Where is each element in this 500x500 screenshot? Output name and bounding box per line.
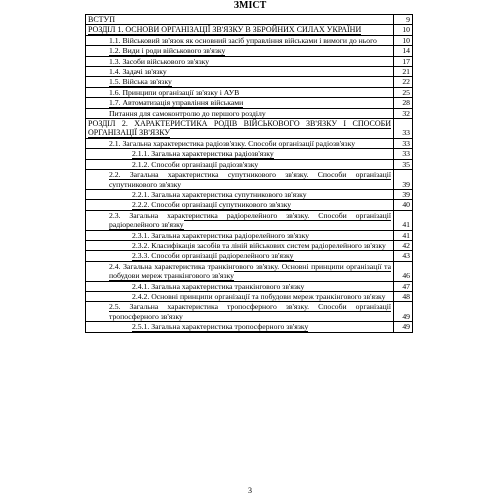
- toc-row: [86, 170, 413, 190]
- toc-entry-title: [86, 138, 394, 148]
- toc-entry-title: [86, 261, 394, 281]
- toc-entry-text: 1.4. Задачі зв'язку: [109, 67, 167, 77]
- toc-row: [86, 87, 413, 97]
- toc-entry-title: [86, 25, 394, 35]
- toc-row: [86, 302, 413, 322]
- toc-row: [86, 281, 413, 291]
- toc-entry-page: 28: [394, 98, 413, 108]
- toc-row: [86, 67, 413, 77]
- toc-entry-text: 2.1. Загальна характеристика радіозв'язку. Способи організації радіозв'язку: [109, 138, 356, 148]
- toc-entry-page: 49: [394, 322, 413, 332]
- toc-row: [86, 56, 413, 66]
- toc-entry-page: 22: [394, 77, 413, 87]
- toc-entry-text: 2.2. Загальна характеристика супутникового зв'язку. Способи організації супутникового зв'язку: [109, 170, 391, 189]
- toc-entry-title: [86, 251, 394, 261]
- toc-row: [86, 98, 413, 108]
- toc-entry-page: 42: [394, 240, 413, 250]
- toc-entry-title: [86, 15, 394, 25]
- toc-entry-text: ВСТУП: [88, 15, 115, 24]
- toc-entry-page: 33: [394, 138, 413, 148]
- toc-entry-page: 9: [394, 15, 413, 25]
- toc-entry-title: [86, 240, 394, 250]
- page-number: 3: [248, 486, 252, 495]
- toc-entry-page: 41: [394, 210, 413, 230]
- table-of-contents: [85, 14, 413, 333]
- toc-entry-title: [86, 98, 394, 108]
- toc-entry-text: 1.2. Види і роди військового зв'язку: [109, 46, 226, 56]
- toc-entry-title: [86, 77, 394, 87]
- toc-entry-title: [86, 56, 394, 66]
- toc-entry-text: 2.4. Загальна характеристика транкінгового зв'язку. Основні принципи організації та побудови мереж транкінгового зв'язку: [109, 261, 391, 281]
- toc-entry-page: 40: [394, 200, 413, 210]
- toc-entry-title: [86, 230, 394, 240]
- toc-entry-text: 2.1.2. Способи організації радіозв'язку: [132, 159, 259, 169]
- toc-entry-text: 2.1.1. Загальна характеристика радіозв'язку: [132, 149, 274, 159]
- toc-entry-title: [86, 291, 394, 301]
- toc-entry-page: 41: [394, 230, 413, 240]
- page-title: ЗМІСТ: [233, 0, 267, 11]
- toc-entry-page: 32: [394, 108, 413, 118]
- toc-entry-title: [86, 200, 394, 210]
- toc-entry-text: 1.5. Війська зв'язку: [109, 77, 172, 87]
- toc-row: [86, 138, 413, 148]
- toc-entry-text: РОЗДІЛ 2. ХАРАКТЕРИСТИКА РОДІВ ВІЙСЬКОВОГО ЗВ'ЯЗКУ І СПОСОБИ ОРГАНІЗАЦІЇ ЗВ'ЯЗКУ: [88, 119, 391, 138]
- toc-row: [86, 119, 413, 139]
- toc-row: [86, 251, 413, 261]
- toc-row: [86, 35, 413, 45]
- toc-entry-page: 10: [394, 35, 413, 45]
- toc-entry-title: [86, 108, 394, 118]
- toc-entry-title: [86, 159, 394, 169]
- toc-entry-title: [86, 302, 394, 322]
- toc-row: [86, 25, 413, 35]
- toc-entry-title: [86, 189, 394, 199]
- toc-entry-page: 21: [394, 67, 413, 77]
- toc-entry-page: 33: [394, 119, 413, 139]
- toc-entry-page: 25: [394, 87, 413, 97]
- toc-row: [86, 322, 413, 332]
- toc-entry-page: 33: [394, 149, 413, 159]
- toc-entry-page: 35: [394, 159, 413, 169]
- toc-row: [86, 15, 413, 25]
- toc-entry-title: [86, 87, 394, 97]
- toc-entry-page: 10: [394, 25, 413, 35]
- toc-entry-page: 49: [394, 302, 413, 322]
- toc-entry-text: 1.6. Принципи організації зв'язку і АУВ: [109, 87, 240, 97]
- toc-entry-text: 2.5.1. Загальна характеристика тропосферного зв'язку: [132, 322, 309, 332]
- toc-entry-page: 14: [394, 46, 413, 56]
- toc-row: [86, 291, 413, 301]
- toc-entry-page: 47: [394, 281, 413, 291]
- toc-row: [86, 46, 413, 56]
- toc-entry-text: 2.4.2. Основні принципи організації та побудови мереж транкінгового зв'язку: [132, 291, 386, 301]
- toc-entry-text: РОЗДІЛ 1. ОСНОВИ ОРГАНІЗАЦІЇ ЗВ'ЯЗКУ В ЗБРОЙНИХ СИЛАХ УКРАЇНИ: [88, 25, 362, 35]
- toc-entry-text: 1.1. Військовий зв'язок як основний засіб управління військами і вимоги до нього: [109, 35, 377, 45]
- toc-entry-page: 39: [394, 189, 413, 199]
- toc-entry-text: 2.3.1. Загальна характеристика радіорелейного зв'язку: [132, 230, 310, 240]
- toc-row: [86, 200, 413, 210]
- toc-entry-title: [86, 46, 394, 56]
- toc-entry-text: 2.2.1. Загальна характеристика супутникового зв'язку: [132, 189, 307, 199]
- toc-entry-page: 48: [394, 291, 413, 301]
- toc-entry-text: 2.3.2. Класифікація засобів та ліній військових систем радіорелейного зв'язку: [132, 240, 386, 250]
- toc-entry-page: 17: [394, 56, 413, 66]
- toc-entry-page: 43: [394, 251, 413, 261]
- toc-entry-page: 46: [394, 261, 413, 281]
- toc-entry-text: 2.3. Загальна характеристика радіорелейного зв'язку. Способи організації радіорелейного зв'язку: [109, 210, 391, 230]
- toc-entry-title: [86, 67, 394, 77]
- toc-entry-title: [86, 281, 394, 291]
- toc-entry-text: 1.7. Автоматизація управління військами: [109, 98, 244, 108]
- toc-entry-title: [86, 35, 394, 45]
- toc-row: [86, 159, 413, 169]
- toc-entry-title: [86, 322, 394, 332]
- toc-entry-text: 2.3.3. Способи організації радіорелейного зв'язку: [132, 251, 294, 261]
- toc-entry-text: 2.4.1. Загальна характеристика транкінгового зв'язку: [132, 281, 305, 291]
- toc-row: [86, 240, 413, 250]
- toc-entry-title: [86, 210, 394, 230]
- toc-row: [86, 230, 413, 240]
- toc-entry-text: 1.3. Засоби військового зв'язку: [109, 56, 210, 66]
- toc-entry-text: Питання для самоконтролю до першого розділу: [109, 108, 266, 118]
- toc-entry-text: 2.2.2. Способи організації супутникового зв'язку: [132, 200, 292, 210]
- toc-row: [86, 261, 413, 281]
- toc-row: [86, 189, 413, 199]
- toc-row: [86, 210, 413, 230]
- toc-row: [86, 77, 413, 87]
- toc-row: [86, 108, 413, 118]
- toc-entry-title: [86, 149, 394, 159]
- toc-entry-title: [86, 170, 394, 190]
- toc-row: [86, 149, 413, 159]
- toc-entry-text: 2.5. Загальна характеристика тропосферного зв'язку. Способи організації тропосферного зв'язку: [109, 302, 391, 321]
- toc-entry-title: [86, 119, 394, 139]
- toc-entry-page: 39: [394, 170, 413, 190]
